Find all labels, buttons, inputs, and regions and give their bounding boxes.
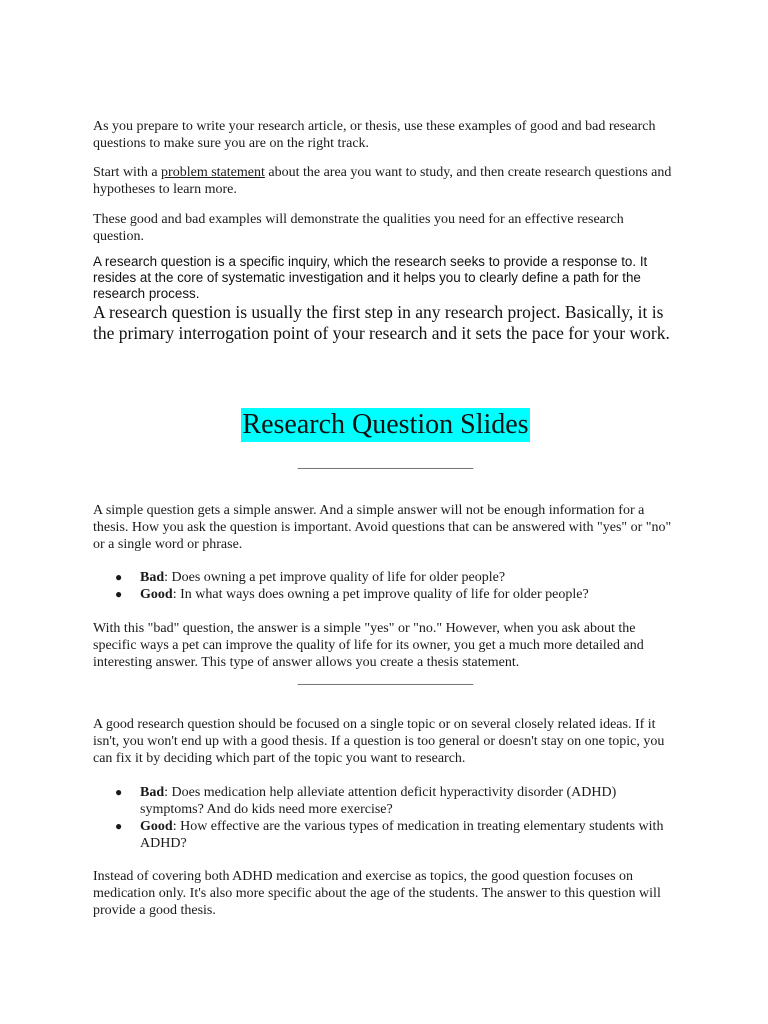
section2-bullet-list [93, 784, 678, 852]
section1-bullet-list [93, 569, 678, 603]
bullet-icon: ● [115, 819, 123, 833]
bullet-label: Good [140, 819, 173, 834]
list-item [93, 784, 678, 818]
problem-statement-link[interactable]: problem statement [161, 165, 265, 180]
divider-2: ___________________________ [297, 671, 474, 686]
bullet-label: Bad [140, 785, 165, 800]
divider-1: ___________________________ [297, 455, 474, 470]
section2-paragraph-2: Instead of covering both ADHD medication and exercise as topics, the good question focuses on medication only. It's also more specific about the age of the students. The answer to this question will provide a good thesis. [93, 869, 661, 918]
bullet-text: : Does owning a pet improve quality of life for older people? [164, 570, 506, 585]
intro-paragraph-2-start: Start with a [93, 165, 162, 180]
bullet-icon: ● [115, 570, 123, 584]
intro-paragraph-2-end: about the area you want to study, and then create research questions and hypotheses to learn more. [93, 165, 672, 197]
list-item [93, 586, 678, 603]
bullet-label: Bad [140, 570, 165, 585]
bullet-icon: ● [115, 785, 123, 799]
bullet-label: Good [140, 587, 173, 602]
intro-paragraph-1: As you prepare to write your research article, or thesis, use these examples of good and bad research questions to make sure you are on the right track. [93, 119, 656, 151]
section2-paragraph-1: A good research question should be focused on a single topic or on several closely related ideas. If it isn't, you won't end up with a good thesis. If a question is too general or doesn't stay on one topic, you can fix it by deciding which part of the topic you want to research. [93, 717, 665, 766]
bullet-text: : In what ways does owning a pet improve quality of life for older people? [172, 587, 589, 602]
section1-paragraph-2: With this "bad" question, the answer is a simple "yes" or "no." However, when you ask about the specific ways a pet can improve the quality of life for its owner, you get a much more detailed and interesting answer. This type of answer allows you create a thesis statement. [93, 621, 644, 670]
intro-paragraph-5: A research question is usually the first step in any research project. Basically, it is the primary interrogation point of your research and it sets the pace for your work. [93, 302, 670, 343]
intro-paragraph-3: These good and bad examples will demonstrate the qualities you need for an effective research question. [93, 212, 624, 244]
list-item [93, 569, 678, 586]
bullet-text: : How effective are the various types of medication in treating elementary students with ADHD? [140, 819, 664, 851]
section1-paragraph-1: A simple question gets a simple answer. And a simple answer will not be enough information for a thesis. How you ask the question is important. Avoid questions that can be answered with "yes" or "no" or a single word or phrase. [93, 503, 672, 552]
page-title: Research Question Slides [242, 409, 529, 440]
bullet-icon: ● [115, 587, 123, 601]
list-item [93, 818, 678, 852]
title-wrapper [93, 408, 678, 442]
bullet-text: : Does medication help alleviate attention deficit hyperactivity disorder (ADHD) symptoms? And do kids need more exercise? [140, 785, 617, 817]
intro-paragraph-4: A research question is a specific inquiry, which the research seeks to provide a response to. It resides at the core of systematic investigation and it helps you to clearly define a path for the research process. [93, 254, 648, 301]
intro-paragraph-2 [93, 164, 678, 198]
